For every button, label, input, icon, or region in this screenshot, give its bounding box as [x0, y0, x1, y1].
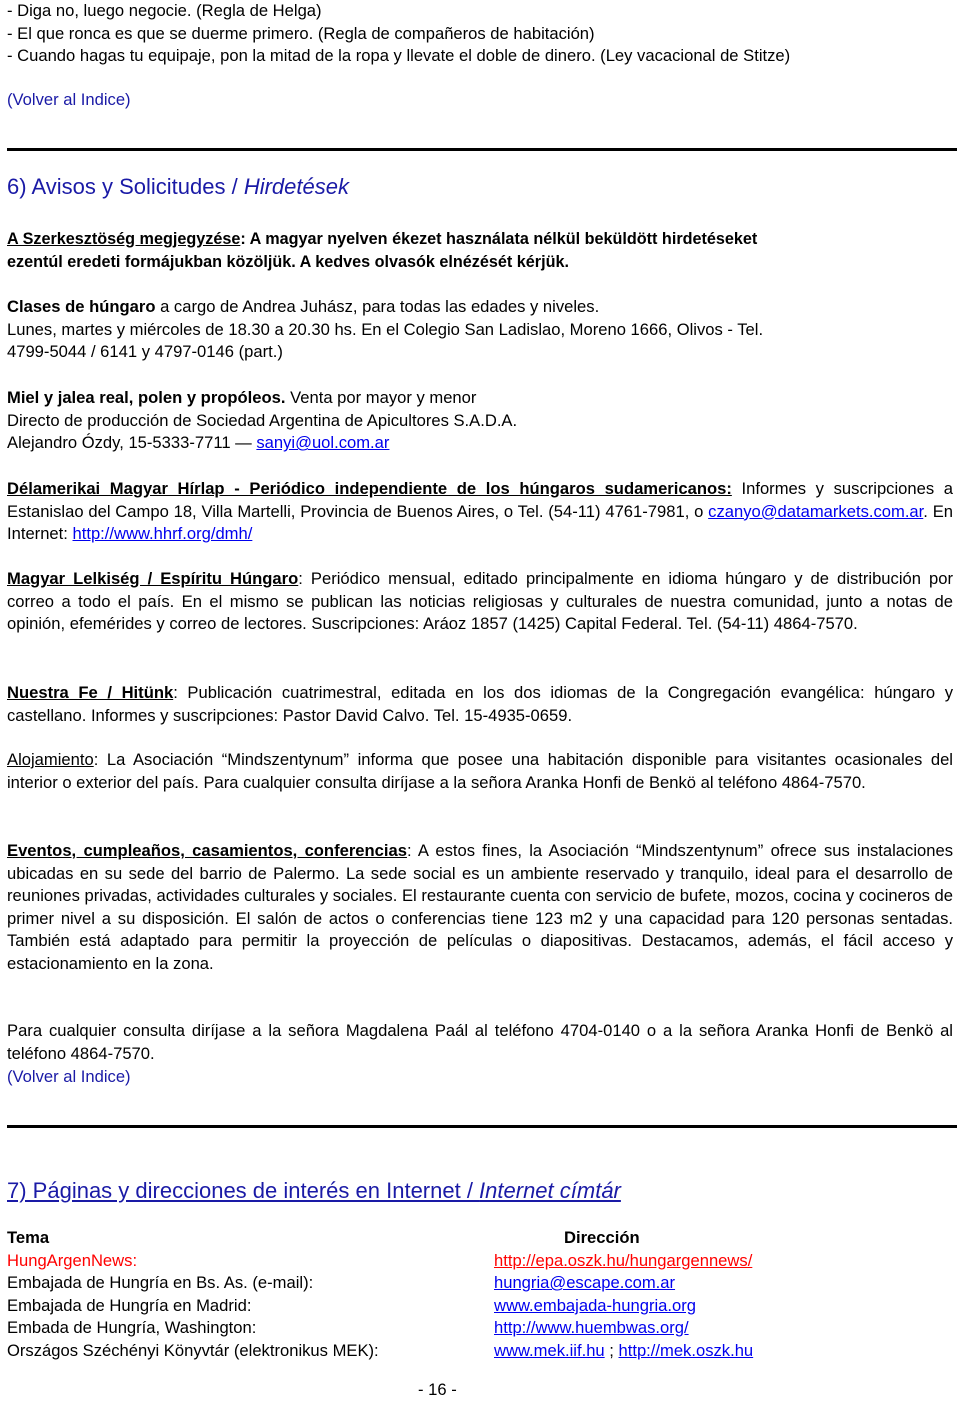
- ad-clases: Clases de húngaro a cargo de Andrea Juhász, para todas las edades y niveles. Lunes, martes y miércoles de 18.30 a 20.30 hs. En el Colegio San Ladislao, Moreno 1666, Olivos - Tel. 4799-5044 / 6141 y 4797-0146 (part.): [7, 297, 764, 362]
- ad-lelkiseg: Magyar Lelkiség / Espíritu Húngaro: Periódico mensual, editado principalmente en idioma húngaro y de distribución por correo a todo el país. En el mismo se publican las noticias religiosas y culturales de nuestra comunidad, junto a notas de opinión, efemérides y correo de lectores. Suscripciones: Aráoz 1857 (1425) Capital Federal. Tel. (54-11) 4864-7570.: [7, 569, 953, 634]
- back-to-index-link[interactable]: (Volver al Indice): [7, 90, 131, 109]
- ad-eventos-contact: Para cualquier consulta diríjase a la señora Magdalena Paál al teléfono 4704-0140 o a la señora Aranka Honfi de Benkö al teléfono 4864-7570.: [7, 1021, 953, 1063]
- ad-clases-title: Clases de húngaro: [7, 297, 156, 316]
- rule-line: - El que ronca es que se duerme primero. (Regla de compañeros de habitación): [7, 23, 595, 43]
- document-page: - Diga no, luego negocie. (Regla de Helga) - El que ronca es que se duerme primero. (Regla de compañeros de habitación) - Cuando hagas tu equipaje, pon la mitad de la ropa y llevate el doble de dinero. (Ley vacacional de Stitze) (Volver al Indice) 6) Avisos y Solicitudes / Hirdetések A Szerkesztöség megjegyzése: A magyar nyelven ékezet használata nélkül beküldött hirdetéseket ezentúl eredeti formájukban közöljük. A kedves olvasók elnézését kérjük. Clases de húngaro a cargo de Andrea Juhász, para todas las edades y niveles. Lunes, martes y miércoles de 18.30 a 20.30 hs. En el Colegio San Ladislao, Moreno 1666, Olivos - Tel. 4799-5044 / 6141 y 4797-0146 (part.) Miel y jalea real, polen y propóleos. Venta por mayor y menor Directo de producción de Sociedad Argentina de Apicultores S.A.D.A. Alejandro Ózdy, 15-5333-7711 — sanyi@uol.com.ar Délamerikai Magyar Hírlap - Periódico independiente de los húngaros sudamericanos: Informes y suscripciones a Estanislao del Campo 18, Villa Martelli, Provincia de Buenos Aires, o Tel. (54-11) 4761-7981, o czanyo@datamarkets.com.ar. En Internet: http://www.hhrf.org/dmh/ Magyar Lelkiség / Espíritu Húngaro: Periódico mensual, editado principalmente en idioma húngaro y de distribución por correo a todo el país. En el mismo se publican las noticias religiosas y culturales de nuestra comunidad, junto a notas de opinión, efemérides y correo de lectores. Suscripciones: Aráoz 1857 (1425) Capital Federal. Tel. (54-11) 4864-7570. Nuestra Fe / Hitünk: Publicación cuatrimestral, editada en los dos idiomas de la Congregación evangélica: húngaro y castellano. Informes y suscripciones: Pastor David Calvo. Tel. 15-4935-0659. Alojamiento: La Asociación “Mindszentynum” informa que posee una habitación disponible para visitantes ocasionales del interior o exterior del país. Para cualquier consulta diríjase a la señora Aranka Honfi de Benkö al teléfono 4864-7570. Eventos, cumpleaños, casamientos, conferencias: A estos fines, la Asociación “Mindszentynum” ofrece sus instalaciones ubicadas en su sede del barrio de Palermo. La sede social es un ambiente reservado y tranquilo, ideal para el desarrollo de reuniones privadas, actividades culturales y sociales. El restaurante cuenta con servicio de bufete, mozos, cocina y cocineros de primer nivel a su disposición. El salón de actos o conferencias tiene 123 m2 y una capacidad para 120 personas sentadas. También está adaptado para permitir la proyección de películas o diapositivas. Destacamos, además, el fácil acceso y estacionamiento en la zona. Para cualquier consulta diríjase a la señora Magdalena Paál al teléfono 4704-0140 o a la señora Aranka Honfi de Benkö al teléfono 4864-7570. (Volver al Indice) 7) Páginas y direcciones de interés en Internet / Internet címtár Tema Dirección HungArgenNews: http://epa.oszk.hu/hungargennews/ Embajada de Hungría en Bs. As. (e-mail): hungria@escape.com.ar Embajada de Hungría en Madrid: www.embajada-hungria.org Embada de Hungría, Washington: http://www.huembwas.org/ Országos Széchényi Könyvtár (elektronikus MEK): www.mek.iif.hu ; http://mek.oszk.hu - 16 -: [0, 0, 960, 1398]
- table-row-tema: Országos Széchényi Könyvtár (elektronikus MEK):: [7, 1341, 379, 1360]
- mek-oszk-link[interactable]: http://mek.oszk.hu: [618, 1341, 754, 1360]
- section-7-title: 7) Páginas y direcciones de interés en Internet / Internet címtár: [7, 1178, 621, 1203]
- back-to-index-link-2[interactable]: (Volver al Indice): [7, 1067, 131, 1086]
- page-number: - 16 -: [418, 1380, 457, 1399]
- table-row-tema: HungArgenNews:: [7, 1251, 138, 1270]
- table-row-tema: Embajada de Hungría en Madrid:: [7, 1296, 252, 1315]
- section-divider: [7, 148, 957, 151]
- rule-line: - Cuando hagas tu equipaje, pon la mitad de la ropa y llevate el doble de dinero. (Ley vacacional de Stitze): [7, 46, 791, 66]
- ad-alojamiento: Alojamiento: La Asociación “Mindszentynum” informa que posee una habitación disponible para visitantes ocasionales del interior o exterior del país. Para cualquier consulta diríjase a la señora Aranka Honfi de Benkö al teléfono 4864-7570.: [7, 750, 953, 792]
- embajada-bsas-email-link[interactable]: hungria@escape.com.ar: [494, 1273, 676, 1292]
- ad-miel-title: Miel y jalea real, polen y propóleos.: [7, 388, 286, 407]
- ad-eventos: Eventos, cumpleaños, casamientos, conferencias: A estos fines, la Asociación “Mindszentynum” ofrece sus instalaciones ubicadas en su sede del barrio de Palermo. La sede social es un ambiente reservado y tranquilo, ideal para el desarrollo de reuniones privadas, actividades culturales y sociales. El restaurante cuenta con servicio de bufete, mozos, cocina y cocineros de primer nivel a su disposición. El salón de actos o conferencias tiene 123 m2 y una capacidad para 120 personas sentadas. También está adaptado para permitir la proyección de películas o diapositivas. Destacamos, además, el fácil acceso y estacionamiento en la zona.: [7, 841, 953, 973]
- ad-fe-title: Nuestra Fe / Hitünk: [7, 683, 174, 702]
- ad-fe: Nuestra Fe / Hitünk: Publicación cuatrimestral, editada en los dos idiomas de la Congregación evangélica: húngaro y castellano. Informes y suscripciones: Pastor David Calvo. Tel. 15-4935-0659.: [7, 683, 953, 725]
- ad-delamerikai-title: Délamerikai Magyar Hírlap - Periódico independiente de los húngaros sudamericanos:: [7, 479, 732, 498]
- column-header-tema: Tema: [7, 1228, 50, 1247]
- table-row-tema: Embada de Hungría, Washington:: [7, 1318, 257, 1337]
- embajada-washington-link[interactable]: http://www.huembwas.org/: [494, 1318, 689, 1337]
- mek-iif-link[interactable]: www.mek.iif.hu: [494, 1341, 605, 1360]
- rule-line: - Diga no, luego negocie. (Regla de Helga): [7, 1, 322, 20]
- section-divider: [7, 1125, 957, 1128]
- ad-miel-email-link[interactable]: sanyi@uol.com.ar: [256, 433, 390, 453]
- ad-delamerikai-email-link[interactable]: czanyo@datamarkets.com.ar: [708, 501, 924, 521]
- section-6-title: 6) Avisos y Solicitudes / Hirdetések: [7, 174, 349, 199]
- table-row-tema: Embajada de Hungría en Bs. As. (e-mail):: [7, 1273, 314, 1292]
- humor-rules: [7, 0, 953, 68]
- ad-miel: Miel y jalea real, polen y propóleos. Venta por mayor y menor Directo de producción de Sociedad Argentina de Apicultores S.A.D.A. Alejandro Ózdy, 15-5333-7711 — sanyi@uol.com.ar: [7, 388, 518, 453]
- column-header-direccion: Dirección: [564, 1228, 640, 1247]
- ad-lelkiseg-title: Magyar Lelkiség / Espíritu Húngaro: [7, 569, 299, 588]
- ad-eventos-title: Eventos, cumpleaños, casamientos, conferencias: [7, 841, 407, 860]
- embajada-madrid-link[interactable]: www.embajada-hungria.org: [494, 1296, 697, 1315]
- ad-delamerikai-url-link[interactable]: http://www.hhrf.org/dmh/: [72, 524, 253, 544]
- ad-delamerikai: Délamerikai Magyar Hírlap - Periódico independiente de los húngaros sudamericanos: Informes y suscripciones a Estanislao del Campo 18, Villa Martelli, Provincia de Buenos Aires, o Tel. (54-11) 4761-7981, o czanyo@datamarkets.com.ar. En Internet: http://www.hhrf.org/dmh/: [7, 479, 954, 544]
- hungargennews-link[interactable]: http://epa.oszk.hu/hungargennews/: [494, 1251, 753, 1270]
- editor-note-label: A Szerkesztöség megjegyzése: [7, 230, 241, 248]
- editor-note: A Szerkesztöség megjegyzése: A magyar nyelven ékezet használata nélkül beküldött hirdetéseket ezentúl eredeti formájukban közöljük. A kedves olvasók elnézését kérjük.: [7, 230, 758, 271]
- ad-alojamiento-title: Alojamiento: [7, 750, 94, 769]
